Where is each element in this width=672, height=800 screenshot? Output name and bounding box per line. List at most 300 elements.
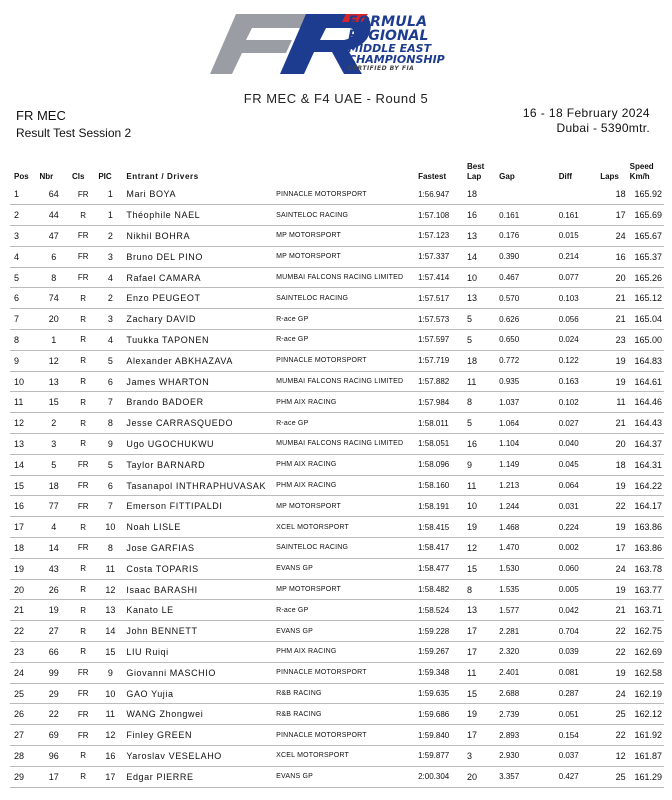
cell-gap: 2.401 [499, 668, 520, 678]
cell-laps: 18 [615, 189, 626, 200]
col-speed-line2: Km/h [629, 172, 650, 181]
cell-cls: R [80, 210, 87, 220]
cell-gap: 0.935 [499, 377, 520, 387]
cell-nbr: 15 [48, 397, 59, 408]
series-name: FR MEC [16, 108, 66, 123]
table-row [10, 496, 664, 517]
cell-diff: 0.704 [558, 626, 579, 636]
cell-fastest: 1:59.635 [418, 689, 450, 699]
cell-fastest: 1:58.415 [418, 522, 450, 532]
cell-pos: 12 [14, 418, 25, 429]
cell-laps: 24 [615, 563, 626, 574]
cell-pic: 4 [107, 334, 113, 345]
cell-pic: 16 [105, 750, 116, 761]
cell-driver: Tuukka TAPONEN [126, 334, 210, 345]
cell-gap: 1.577 [499, 605, 520, 615]
cell-nbr: 19 [48, 605, 59, 616]
table-row [10, 642, 664, 663]
cell-fastest: 1:58.051 [418, 439, 450, 449]
cell-pos: 7 [14, 314, 20, 325]
cell-best-lap: 19 [466, 709, 477, 720]
cell-nbr: 69 [48, 730, 59, 741]
cell-nbr: 47 [48, 230, 59, 241]
col-best-lap-line2: Lap [466, 172, 482, 181]
cell-cls: FR [77, 668, 89, 678]
cell-team: PHM AIX RACING [276, 461, 337, 469]
cell-fastest: 1:58.524 [418, 605, 450, 615]
cell-laps: 19 [615, 355, 626, 366]
cell-cls: FR [77, 543, 89, 553]
col-nbr: Nbr [39, 172, 54, 181]
cell-team: PINNACLE MOTORSPORT [276, 190, 367, 198]
cell-diff: 0.056 [558, 314, 579, 324]
table-row [10, 392, 664, 413]
cell-laps: 21 [615, 314, 626, 325]
cell-fastest: 1:57.882 [418, 377, 450, 387]
cell-diff: 0.045 [558, 460, 579, 470]
cell-fastest: 1:57.123 [418, 231, 450, 241]
cell-laps: 21 [615, 293, 626, 304]
cell-fastest: 1:57.517 [418, 293, 450, 303]
table-row [10, 746, 664, 767]
cell-cls: R [80, 772, 87, 782]
cell-speed: 164.31 [634, 459, 662, 470]
cell-cls: R [80, 522, 87, 532]
cell-best-lap: 18 [466, 189, 477, 200]
table-row [10, 267, 664, 288]
cell-diff: 0.027 [558, 418, 579, 428]
cell-cls: FR [77, 189, 89, 199]
cell-nbr: 64 [48, 189, 59, 200]
table-row [10, 538, 664, 559]
cell-team: PINNACLE MOTORSPORT [276, 357, 367, 365]
cell-laps: 19 [615, 376, 626, 387]
cell-nbr: 20 [48, 314, 59, 325]
cell-diff: 0.060 [558, 564, 579, 574]
cell-pic: 9 [107, 667, 113, 678]
cell-best-lap: 10 [466, 501, 477, 512]
cell-diff: 0.037 [558, 751, 579, 761]
cell-gap: 2.688 [499, 689, 520, 699]
cell-speed: 163.86 [634, 522, 662, 533]
cell-cls: FR [77, 709, 89, 719]
table-row [10, 246, 664, 267]
cell-cls: R [80, 314, 87, 324]
cell-gap: 1.104 [499, 439, 520, 449]
cell-laps: 19 [615, 480, 626, 491]
cell-pic: 11 [105, 709, 115, 720]
col-cls: Cls [71, 172, 85, 181]
cell-gap: 0.772 [499, 356, 520, 366]
table-row [10, 766, 664, 787]
cell-pos: 10 [14, 376, 25, 387]
cell-pos: 18 [14, 542, 25, 553]
cell-driver: Costa TOPARIS [126, 563, 199, 574]
cell-best-lap: 3 [466, 750, 472, 761]
cell-pos: 25 [14, 688, 25, 699]
cell-team: PHM AIX RACING [276, 648, 337, 656]
cell-team: SAINTELOC RACING [276, 294, 349, 302]
cell-speed: 163.77 [634, 584, 662, 595]
cell-gap: 2.320 [499, 647, 520, 657]
table-row [10, 725, 664, 746]
cell-speed: 163.86 [634, 542, 662, 553]
cell-team: R-ace GP [276, 606, 309, 614]
cell-nbr: 12 [48, 355, 59, 366]
table-row [10, 350, 664, 371]
cell-diff: 0.214 [558, 252, 579, 262]
cell-diff: 0.042 [558, 605, 579, 615]
cell-gap [491, 184, 539, 205]
cell-driver: Zachary DAVID [126, 314, 196, 325]
table-row [10, 517, 664, 538]
cell-speed: 165.67 [634, 230, 662, 241]
cell-nbr: 1 [51, 334, 57, 345]
cell-cls: FR [77, 460, 89, 470]
cell-team: PHM AIX RACING [276, 398, 337, 406]
cell-laps: 22 [615, 501, 626, 512]
cell-speed: 163.71 [634, 605, 662, 616]
cell-nbr: 8 [51, 272, 57, 283]
cell-gap: 1.149 [499, 460, 520, 470]
cell-speed: 162.12 [634, 709, 662, 720]
table-row [10, 662, 664, 683]
cell-pos: 22 [14, 626, 25, 637]
cell-diff: 0.287 [558, 689, 579, 699]
cell-driver: Enzo PEUGEOT [126, 293, 201, 304]
table-row [10, 288, 664, 309]
cell-driver: Ugo UGOCHUKWU [126, 438, 215, 449]
cell-team: MP MOTORSPORT [276, 232, 341, 240]
cell-driver: Isaac BARASHI [126, 584, 198, 595]
cell-team: SAINTELOC RACING [276, 544, 349, 552]
cell-fastest: 1:57.719 [418, 356, 450, 366]
col-best-lap-line1: Best [466, 162, 485, 171]
cell-pic: 6 [107, 376, 113, 387]
cell-team: XCEL MOTORSPORT [276, 752, 349, 760]
cell-nbr: 29 [48, 688, 59, 699]
cell-pos: 2 [14, 210, 20, 221]
cell-pic: 14 [105, 626, 116, 637]
cell-driver: Alexander ABKHAZAVA [126, 355, 233, 366]
cell-fastest: 1:58.011 [418, 418, 449, 428]
cell-speed: 165.92 [634, 189, 662, 200]
cell-cls: R [80, 751, 87, 761]
cell-driver: Giovanni MASCHIO [126, 667, 216, 678]
col-laps: Laps [600, 172, 619, 181]
results-header-row [10, 160, 664, 184]
cell-gap: 0.467 [499, 273, 520, 283]
cell-pos: 1 [14, 189, 20, 200]
cell-best-lap: 10 [466, 272, 477, 283]
cell-fastest: 1:58.417 [418, 543, 450, 553]
cell-driver: Nikhil BOHRA [126, 230, 191, 241]
cell-driver: Emerson FITTIPALDI [126, 501, 223, 512]
cell-pic: 10 [105, 522, 116, 533]
cell-pic: 8 [107, 418, 113, 429]
cell-speed: 165.12 [634, 293, 662, 304]
cell-gap: 2.930 [499, 751, 520, 761]
cell-nbr: 96 [48, 750, 59, 761]
cell-pic: 9 [107, 438, 113, 449]
table-row [10, 704, 664, 725]
cell-gap: 3.357 [499, 772, 520, 782]
cell-speed: 164.83 [634, 355, 662, 366]
cell-pos: 6 [14, 293, 20, 304]
cell-diff: 0.015 [558, 231, 579, 241]
cell-pic: 3 [107, 251, 113, 262]
cell-pic: 5 [107, 355, 113, 366]
cell-gap: 0.626 [499, 314, 520, 324]
cell-nbr: 44 [48, 210, 59, 221]
table-row [10, 413, 664, 434]
cell-diff: 0.031 [558, 501, 579, 511]
cell-speed: 162.19 [634, 688, 662, 699]
cell-laps: 20 [615, 272, 626, 283]
cell-speed: 165.26 [634, 272, 662, 283]
table-row [10, 475, 664, 496]
cell-gap: 2.739 [499, 709, 520, 719]
cell-team: PINNACLE MOTORSPORT [276, 731, 367, 739]
cell-team: R&B RACING [276, 710, 322, 718]
cell-driver: Taylor BARNARD [126, 459, 206, 470]
cell-cls: R [80, 418, 87, 428]
cell-team: MUMBAI FALCONS RACING LIMITED [276, 440, 404, 448]
cell-pic: 7 [107, 397, 113, 408]
cell-laps: 20 [615, 438, 626, 449]
cell-pos: 26 [14, 709, 25, 720]
cell-cls: R [80, 439, 87, 449]
cell-laps: 17 [615, 210, 626, 221]
cell-nbr: 2 [51, 418, 57, 429]
cell-laps: 16 [615, 251, 626, 262]
cell-gap: 0.161 [499, 210, 520, 220]
cell-diff: 0.024 [558, 335, 579, 345]
logo-line-championship: CHAMPIONSHIP [348, 53, 445, 66]
cell-laps: 19 [615, 584, 626, 595]
cell-best-lap: 5 [466, 418, 472, 429]
cell-gap: 0.650 [499, 335, 520, 345]
cell-pos: 4 [14, 251, 20, 262]
cell-speed: 165.04 [634, 314, 662, 325]
cell-cls: R [80, 356, 87, 366]
cell-best-lap: 5 [466, 334, 472, 345]
cell-pos: 3 [14, 230, 20, 241]
cell-best-lap: 18 [466, 355, 477, 366]
cell-driver: John BENNETT [126, 626, 198, 637]
cell-diff: 0.154 [558, 730, 579, 740]
cell-diff: 0.081 [558, 668, 579, 678]
cell-best-lap: 15 [466, 688, 477, 699]
cell-gap: 1.037 [499, 397, 520, 407]
cell-fastest: 1:57.108 [418, 210, 450, 220]
cell-fastest: 1:58.482 [418, 585, 450, 595]
cell-laps: 11 [616, 397, 626, 408]
cell-diff: 0.077 [558, 273, 579, 283]
cell-laps: 24 [615, 688, 626, 699]
cell-pos: 20 [14, 584, 25, 595]
cell-cls: FR [77, 252, 89, 262]
cell-nbr: 13 [48, 376, 59, 387]
cell-speed: 164.17 [634, 501, 662, 512]
cell-best-lap: 13 [466, 293, 477, 304]
cell-cls: FR [77, 231, 89, 241]
cell-gap: 0.570 [499, 293, 520, 303]
cell-fastest: 1:59.267 [418, 647, 450, 657]
cell-team: PINNACLE MOTORSPORT [276, 669, 367, 677]
cell-cls: R [80, 397, 87, 407]
cell-best-lap: 12 [466, 542, 477, 553]
cell-nbr: 5 [51, 459, 57, 470]
cell-diff: 0.103 [558, 293, 579, 303]
cell-fastest: 1:57.337 [418, 252, 450, 262]
cell-fastest: 1:59.228 [418, 626, 450, 636]
cell-cls: R [80, 605, 87, 615]
cell-pos: 17 [14, 522, 25, 533]
cell-cls: R [80, 335, 87, 345]
cell-diff: 0.051 [558, 709, 579, 719]
event-dates: 16 - 18 February 2024 [522, 106, 650, 120]
table-row [10, 579, 664, 600]
cell-diff: 0.039 [558, 647, 579, 657]
cell-nbr: 66 [48, 646, 59, 657]
cell-pos: 27 [14, 730, 25, 741]
cell-driver: Finley GREEN [126, 730, 193, 741]
cell-gap: 0.390 [499, 252, 520, 262]
table-row [10, 600, 664, 621]
cell-team: MUMBAI FALCONS RACING LIMITED [276, 274, 404, 282]
cell-cls: FR [77, 481, 89, 491]
cell-laps: 25 [615, 771, 626, 782]
cell-speed: 164.43 [634, 418, 662, 429]
cell-team: EVANS GP [276, 627, 313, 635]
cell-pic: 12 [105, 730, 116, 741]
cell-driver: WANG Zhongwei [126, 709, 204, 720]
cell-best-lap: 9 [466, 459, 472, 470]
cell-gap: 1.244 [499, 501, 520, 511]
cell-best-lap: 17 [466, 626, 477, 637]
cell-laps: 23 [615, 334, 626, 345]
cell-best-lap: 13 [466, 230, 477, 241]
cell-speed: 162.75 [634, 626, 662, 637]
table-row [10, 226, 664, 247]
cell-gap: 1.064 [499, 418, 520, 428]
cell-driver: LIU Ruiqi [126, 646, 169, 657]
cell-cls: FR [77, 273, 89, 283]
logo-wordmark [348, 15, 445, 72]
cell-pos: 29 [14, 771, 25, 782]
cell-driver: Edgar PIERRE [126, 771, 194, 782]
cell-team: R-ace GP [276, 336, 309, 344]
cell-team: R-ace GP [276, 419, 309, 427]
cell-pos: 13 [14, 438, 25, 449]
cell-fastest: 1:59.877 [418, 751, 450, 761]
cell-nbr: 26 [48, 584, 59, 595]
cell-driver: Kanato LE [126, 605, 174, 616]
table-row [10, 621, 664, 642]
cell-speed: 162.58 [634, 667, 662, 678]
cell-cls: FR [77, 689, 89, 699]
cell-laps: 21 [615, 605, 626, 616]
cell-diff [539, 184, 599, 205]
event-title: FR MEC & F4 UAE - Round 5 [243, 91, 429, 106]
cell-gap: 1.468 [499, 522, 520, 532]
cell-nbr: 99 [48, 667, 59, 678]
cell-pic: 11 [105, 563, 115, 574]
cell-best-lap: 20 [466, 771, 477, 782]
cell-driver: Tasanapol INTHRAPHUVASAK [126, 480, 267, 491]
cell-fastest: 1:58.096 [418, 460, 450, 470]
cell-team: PHM AIX RACING [276, 482, 337, 490]
table-row [10, 330, 664, 351]
cell-diff: 0.002 [558, 543, 579, 553]
cell-fastest: 1:58.191 [418, 501, 450, 511]
cell-team: MP MOTORSPORT [276, 502, 341, 510]
cell-nbr: 27 [48, 626, 59, 637]
cell-fastest: 1:57.414 [418, 273, 450, 283]
cell-laps: 19 [615, 522, 626, 533]
cell-diff: 0.161 [558, 210, 579, 220]
table-row [10, 454, 664, 475]
cell-driver: Jose GARFIAS [126, 542, 195, 553]
cell-gap: 1.470 [499, 543, 520, 553]
cell-pos: 24 [14, 667, 25, 678]
cell-speed: 165.69 [634, 210, 662, 221]
cell-diff: 0.427 [558, 772, 579, 782]
cell-team: EVANS GP [276, 565, 313, 573]
event-location: Dubai - 5390mtr. [556, 121, 650, 135]
cell-speed: 163.78 [634, 563, 662, 574]
cell-nbr: 18 [48, 480, 59, 491]
cell-best-lap: 5 [466, 314, 472, 325]
cell-laps: 22 [615, 730, 626, 741]
cell-pos: 9 [14, 355, 20, 366]
cell-speed: 162.69 [634, 646, 662, 657]
cell-gap: 1.535 [499, 585, 520, 595]
cell-driver: Yaroslav VESELAHO [126, 750, 222, 761]
cell-speed: 164.37 [634, 438, 662, 449]
cell-laps: 24 [615, 230, 626, 241]
col-driver: Entrant / Drivers [126, 172, 199, 181]
cell-best-lap: 8 [466, 397, 472, 408]
cell-pic: 2 [107, 230, 113, 241]
cell-laps: 25 [615, 709, 626, 720]
col-diff: Diff [558, 172, 573, 181]
cell-cls: R [80, 585, 87, 595]
cell-speed: 164.22 [634, 480, 662, 491]
cell-best-lap: 16 [466, 438, 477, 449]
cell-fastest: 1:57.573 [418, 314, 450, 324]
cell-pic: 6 [107, 480, 113, 491]
cell-laps: 12 [615, 750, 626, 761]
cell-pic: 17 [105, 771, 116, 782]
cell-team: SAINTELOC RACING [276, 211, 349, 219]
col-speed [628, 160, 664, 184]
cell-nbr: 14 [48, 542, 59, 553]
cell-gap: 2.281 [499, 626, 520, 636]
cell-driver: Théophile NAEL [126, 210, 201, 221]
cell-gap: 0.176 [499, 231, 520, 241]
cell-pos: 28 [14, 750, 25, 761]
cell-gap: 1.530 [499, 564, 520, 574]
cell-driver: Jesse CARRASQUEDO [126, 418, 234, 429]
cell-best-lap: 19 [466, 522, 477, 533]
cell-pic: 10 [105, 688, 116, 699]
cell-nbr: 3 [51, 438, 57, 449]
cell-speed: 164.61 [634, 376, 662, 387]
table-row [10, 683, 664, 704]
logo-line-middle-east: MIDDLE EAST [348, 42, 432, 55]
